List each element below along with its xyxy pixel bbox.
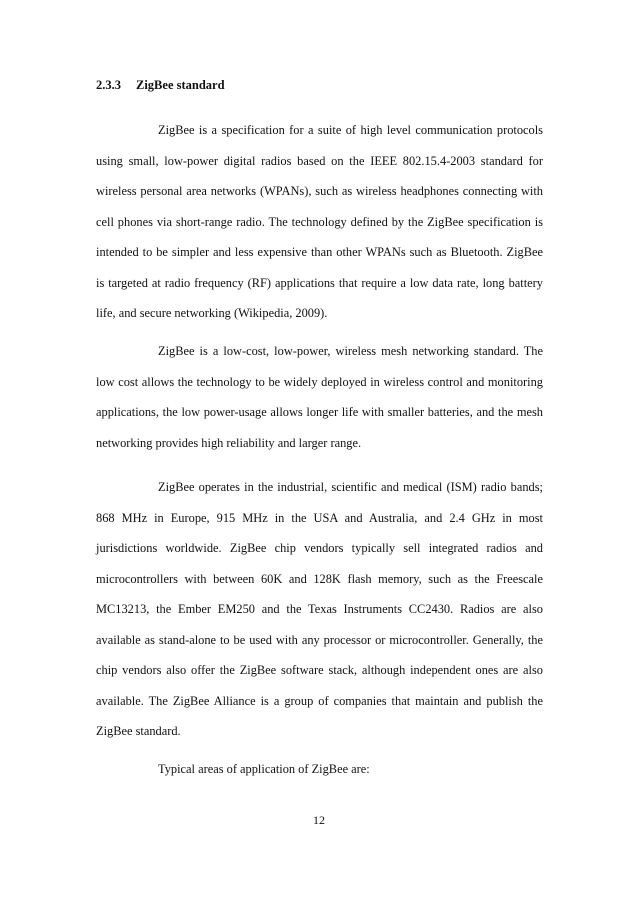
paragraph-zigbee-operation: ZigBee operates in the industrial, scientific and medical (ISM) radio bands; 868 MHz in Europe, 915 MHz in the USA and Australia, and 2.4 GHz in most jurisdictions worldwide. ZigBee chip vendors typically sell integrated radios and microcontrollers with between 60K and 128K flash memory, such as the Freescale MC13213, the Ember EM250 and the Texas Instruments CC2430. Radios are also available as stand-alone to be used with any processor or microcontroller. Generally, the chip vendors also offer the ZigBee software stack, although independent ones are also available. The ZigBee Alliance is a group of companies that maintain and publish the ZigBee standard. — [96, 480, 543, 738]
section-heading — [96, 78, 225, 93]
paragraph-zigbee-low-cost: ZigBee is a low-cost, low-power, wireless mesh networking standard. The low cost allows the technology to be widely deployed in wireless control and monitoring applications, the low power-usage allows longer life with smaller batteries, and the mesh networking provides high reliability and larger range. — [96, 344, 543, 450]
section-number: 2.3.3 — [96, 78, 121, 92]
paragraph-zigbee-specification: ZigBee is a specification for a suite of high level communication protocols using small, low-power digital radios based on the IEEE 802.15.4-2003 standard for wireless personal area networks (WPANs), such as wireless headphones connecting with cell phones via short-range radio. The technology defined by the ZigBee specification is intended to be simpler and less expensive than other WPANs such as Bluetooth. ZigBee is targeted at radio frequency (RF) applications that require a low data rate, long battery life, and secure networking (Wikipedia, 2009). — [96, 123, 543, 320]
section-title: ZigBee standard — [136, 78, 225, 92]
application-areas-intro: Typical areas of application of ZigBee are: — [158, 762, 370, 776]
page-number: 12 — [313, 813, 325, 827]
